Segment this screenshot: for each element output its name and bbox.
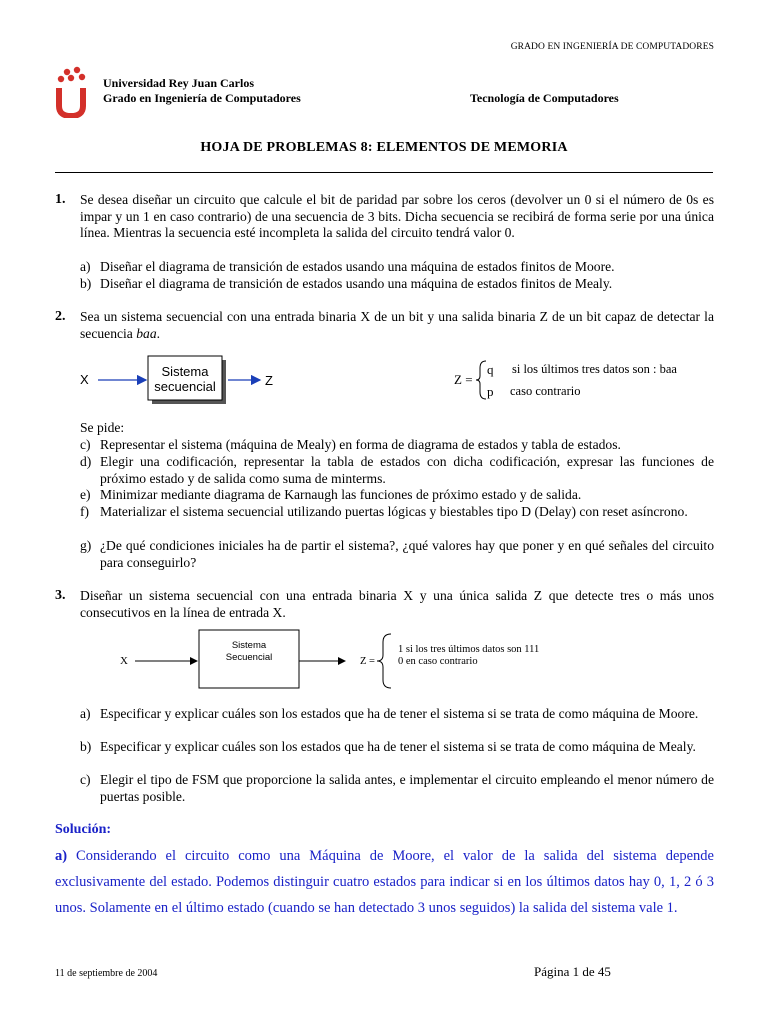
item-label: c) bbox=[80, 437, 91, 452]
item-text: Elegir una codificación, representar la tabla de estados con dicha codificación, expresar las funciones de próximo estado y de salida como suma de minterms. bbox=[100, 454, 714, 486]
case-2-condition: caso contrario bbox=[510, 384, 581, 398]
problem-2-item-c bbox=[80, 437, 714, 454]
diagram-3-box-label bbox=[199, 640, 299, 664]
box-line-1: Sistema bbox=[231, 640, 267, 651]
item-text: Materializar el sistema secuencial utilizando puertas lógicas y biestables tipo D (Delay) con reset asíncrono. bbox=[100, 504, 688, 519]
item-text: Representar el sistema (máquina de Mealy) en forma de diagrama de estados y tabla de estados. bbox=[100, 437, 621, 452]
problem-2-text-b: . bbox=[156, 325, 161, 341]
problem-1-text: Se desea diseñar un circuito que calcule el bit de paridad par sobre los ceros (devolver un 0 si el número de 0s es impar y un 1 en caso contrario) de una secuencia de 3 bits. Dicha secuencia se recibirá de forma serie por una única línea. Mientras la secuencia esté incompleta la salida del circuito tendrá valor 0. bbox=[80, 192, 714, 241]
case-2-value: p bbox=[487, 384, 494, 399]
left-brace bbox=[377, 634, 391, 688]
diagram-3-z-equation: Z = bbox=[360, 656, 375, 667]
problem-1-number: 1. bbox=[55, 192, 66, 207]
diagram-2-box-label bbox=[148, 364, 222, 394]
diagram-2-input: X bbox=[80, 372, 89, 387]
diagram-3-input: X bbox=[120, 655, 128, 667]
problem-1-item-a bbox=[80, 259, 714, 276]
item-text: Diseñar el diagrama de transición de estados usando una máquina de estados finitos de Mealy. bbox=[100, 276, 613, 291]
diagram-3-case-1: 1 si los tres últimos datos son 111 bbox=[398, 644, 540, 655]
case-1-value: q bbox=[487, 362, 494, 377]
problem-3-item-c bbox=[80, 772, 714, 805]
item-text: Diseñar el diagrama de transición de estados usando una máquina de estados finitos de Moore. bbox=[100, 259, 615, 274]
degree-name: Grado en Ingeniería de Computadores bbox=[103, 91, 301, 105]
footer-page-number: Página 1 de 45 bbox=[534, 964, 611, 979]
item-label: b) bbox=[80, 276, 92, 291]
diagram-3-case-2: 0 en caso contrario bbox=[398, 656, 478, 667]
z-equation-label: Z = bbox=[454, 372, 473, 387]
item-label: f) bbox=[80, 504, 90, 519]
problem-1-item-b bbox=[80, 276, 714, 293]
item-label: a) bbox=[80, 706, 91, 721]
item-label: d) bbox=[80, 454, 92, 469]
title-divider bbox=[55, 172, 713, 173]
problem-2-item-d bbox=[80, 454, 714, 487]
university-logo bbox=[55, 66, 91, 118]
problem-2-text bbox=[80, 309, 714, 342]
item-text: Especificar y explicar cuáles son los estados que ha de tener el sistema si se trata de como máquina de Mealy. bbox=[100, 739, 696, 754]
footer-date: 11 de septiembre de 2004 bbox=[55, 968, 158, 979]
problem-2-item-e bbox=[80, 487, 714, 504]
solution-body: Considerando el circuito como una Máquina de Moore, el valor de la salida del sistema depende exclusivamente del estado. Podemos distinguir cuatro estados para indicar si en los últimos datos hay 0, 1, 2 ó 3 unos. Solamente en el último estado (cuando se han detectado 3 unos seguidos) la salida del sistema vale 1. bbox=[55, 848, 714, 916]
course-name: Tecnología de Computadores bbox=[470, 91, 619, 105]
box-line-2: Secuencial bbox=[225, 652, 273, 663]
problem-2-text-a: Sea un sistema secuencial con una entrada binaria X de un bit y una salida binaria Z de un bit capaz de detectar la secuencia bbox=[80, 309, 714, 341]
item-label: e) bbox=[80, 487, 91, 502]
left-brace bbox=[475, 360, 487, 400]
problem-3-item-a bbox=[80, 706, 714, 723]
item-label: c) bbox=[80, 772, 91, 787]
problem-2-item-f bbox=[80, 504, 714, 521]
case-1-condition: si los últimos tres datos son : baa bbox=[512, 362, 677, 376]
item-text: Especificar y explicar cuáles son los estados que ha de tener el sistema si se trata de como máquina de Moore. bbox=[100, 706, 699, 721]
item-label: g) bbox=[80, 538, 92, 553]
problem-3-text: Diseñar un sistema secuencial con una entrada binaria X y una única salida Z que detecte tres o más unos consecutivos en la línea de entrada X. bbox=[80, 588, 714, 620]
university-name: Universidad Rey Juan Carlos bbox=[103, 76, 255, 90]
solution-label: a) bbox=[55, 848, 68, 864]
problem-2-item-g bbox=[80, 538, 714, 571]
item-text: Elegir el tipo de FSM que proporcione la salida antes, e implementar el circuito empleando el menor número de puertas posible. bbox=[100, 772, 714, 804]
item-text: Minimizar mediante diagrama de Karnaugh las funciones de próximo estado y de salida. bbox=[100, 487, 582, 502]
problem-2-sequence: baa bbox=[136, 325, 157, 341]
item-text: ¿De qué condiciones iniciales ha de partir el sistema?, ¿qué valores hay que poner y en qué señales del circuito para conseguirlo? bbox=[100, 538, 714, 570]
problem-2-number: 2. bbox=[55, 309, 66, 324]
problem-3-item-b bbox=[80, 739, 714, 756]
box-line-1: Sistema bbox=[161, 364, 209, 379]
se-pide: Se pide: bbox=[80, 420, 125, 435]
page-title: HOJA DE PROBLEMAS 8: ELEMENTOS DE MEMORIA bbox=[200, 140, 568, 155]
problem-3-number: 3. bbox=[55, 588, 66, 603]
diagram-2-output: Z bbox=[265, 373, 273, 388]
item-label: a) bbox=[80, 259, 91, 274]
item-label: b) bbox=[80, 739, 92, 754]
header-top-right: GRADO EN INGENIERÍA DE COMPUTADORES bbox=[510, 42, 714, 52]
solution-text bbox=[55, 843, 714, 921]
box-line-2: secuencial bbox=[154, 379, 216, 394]
solution-heading: Solución: bbox=[55, 822, 112, 837]
